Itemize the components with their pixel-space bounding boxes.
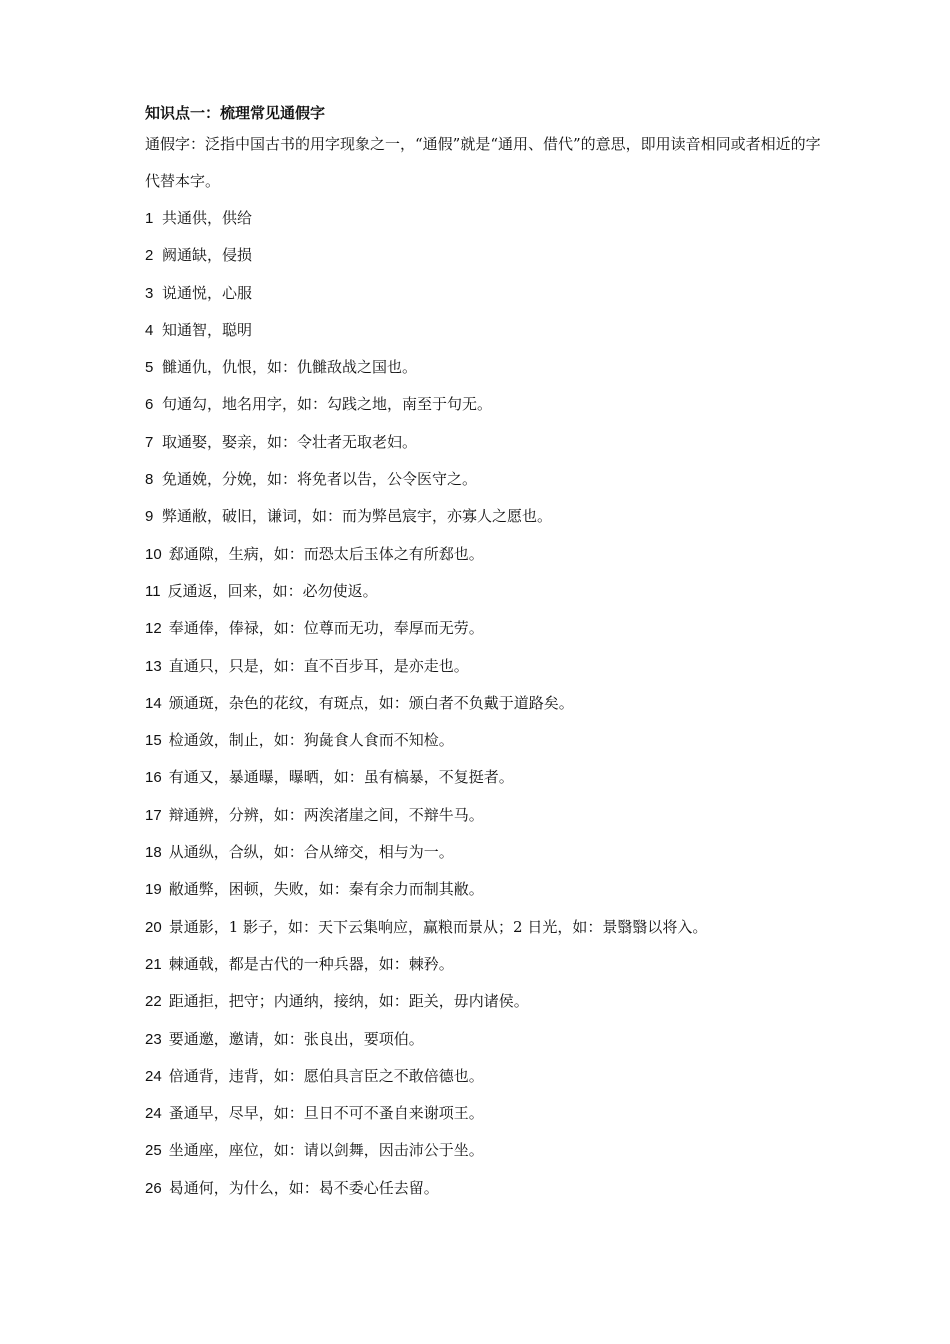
item-number: 5 — [145, 359, 154, 377]
list-item — [145, 461, 825, 498]
list-item — [145, 983, 825, 1020]
list-item — [145, 871, 825, 908]
list-item — [145, 834, 825, 871]
item-text: 颁通斑，杂色的花纹，有斑点，如：颁白者不负戴于道路矣。 — [168, 693, 574, 712]
item-number: 18 — [145, 844, 162, 862]
list-item — [145, 1058, 825, 1095]
item-text: 说通悦，心服 — [162, 283, 253, 302]
item-text: 坐通座，座位，如：请以剑舞，因击沛公于坐。 — [168, 1141, 484, 1160]
item-number: 25 — [145, 1142, 162, 1160]
item-number: 24 — [145, 1105, 162, 1123]
item-number: 1 — [145, 210, 154, 227]
item-number: 9 — [145, 508, 154, 526]
item-text: 共通供，供给 — [162, 209, 253, 227]
item-text: 要通邀，邀请，如：张良出，要项伯。 — [168, 1029, 424, 1048]
list-item — [145, 1095, 825, 1132]
item-text: 蚤通早，尽早，如：旦日不可不蚤自来谢项王。 — [168, 1104, 484, 1123]
item-number: 3 — [145, 284, 154, 302]
item-number: 14 — [145, 694, 162, 712]
list-item — [145, 536, 825, 573]
item-number: 2 — [145, 247, 154, 265]
list-item — [145, 424, 825, 461]
list-item — [145, 349, 825, 386]
item-number: 17 — [145, 806, 162, 824]
item-number: 22 — [145, 993, 162, 1011]
item-number: 19 — [145, 881, 162, 899]
item-text: 检通敛，制止，如：狗彘食人食而不知检。 — [168, 731, 454, 750]
list-item — [145, 386, 825, 423]
item-number: 26 — [145, 1179, 162, 1197]
item-text: 弊通敝，破旧，谦词，如：而为弊邑宸宇，亦寡人之愿也。 — [162, 507, 553, 526]
item-text: 距通拒，把守；内通纳，接纳，如：距关，毋内诸侯。 — [168, 992, 529, 1011]
item-number: 16 — [145, 769, 162, 787]
item-text: 从通纵，合纵，如：合从缔交，相与为一。 — [168, 843, 454, 862]
item-number: 10 — [145, 545, 162, 563]
list-item — [145, 759, 825, 796]
item-text: 知通智，聪明 — [162, 320, 253, 339]
tongjiazi-list — [145, 200, 825, 1207]
item-text: 有通又，暴通曝，曝晒，如：虽有槁暴，不复挺者。 — [168, 768, 514, 787]
item-number: 4 — [145, 321, 154, 339]
item-number: 20 — [145, 918, 162, 936]
list-item — [145, 573, 825, 610]
intro-paragraph: 通假字：泛指中国古书的用字现象之一，“通假”就是“通用、借代”的意思，即用读音相同或者相近的字代替本字。 — [145, 135, 821, 190]
item-text: 取通娶，娶亲，如：令壮者无取老妇。 — [162, 432, 418, 451]
item-text: 反通返，回来，如：必勿使返。 — [167, 581, 378, 600]
item-number: 15 — [145, 732, 162, 750]
item-text: 奉通俸，俸禄，如：位尊而无功，奉厚而无劳。 — [168, 619, 484, 638]
item-number: 23 — [145, 1030, 162, 1048]
item-text: 阙通缺，侵损 — [162, 246, 253, 265]
item-text: 倍通背，违背，如：愿伯具言臣之不敢倍德也。 — [168, 1066, 484, 1085]
item-number: 8 — [145, 471, 154, 489]
item-number: 11 — [145, 582, 161, 600]
item-number: 7 — [145, 433, 154, 451]
item-number: 24 — [145, 1067, 162, 1085]
item-number: 6 — [145, 396, 154, 414]
item-text: 免通娩，分娩，如：将免者以告，公令医守之。 — [162, 470, 478, 489]
item-number: 13 — [145, 657, 162, 675]
list-item — [145, 1021, 825, 1058]
document-content — [145, 100, 825, 1207]
list-item — [145, 797, 825, 834]
list-item — [145, 312, 825, 349]
item-number: 12 — [145, 620, 162, 638]
list-item — [145, 237, 825, 274]
list-item — [145, 610, 825, 647]
list-item — [145, 648, 825, 685]
section-title: 知识点一：梳理常见通假字 — [145, 104, 326, 122]
list-item — [145, 909, 825, 946]
list-item — [145, 685, 825, 722]
item-text: 棘通戟，都是古代的一种兵器，如：棘矜。 — [168, 954, 454, 973]
list-item — [145, 498, 825, 535]
list-item — [145, 946, 825, 983]
item-number: 21 — [145, 955, 162, 973]
item-text: 曷通何，为什么，如：曷不委心任去留。 — [168, 1178, 439, 1197]
list-item — [145, 1170, 825, 1207]
item-text: 句通勾，地名用字，如：勾践之地，南至于句无。 — [162, 395, 493, 414]
item-text: 雠通仇，仇恨，如：仇雠敌战之国也。 — [162, 358, 418, 377]
list-item — [145, 275, 825, 312]
list-item — [145, 200, 825, 237]
list-item — [145, 722, 825, 759]
item-text: 郄通隙，生病，如：而恐太后玉体之有所郄也。 — [168, 544, 484, 563]
item-text: 敝通弊，困顿，失败，如：秦有余力而制其敝。 — [168, 880, 484, 899]
item-text: 辩通辨，分辨，如：两涘渚崖之间，不辩牛马。 — [168, 805, 484, 824]
list-item — [145, 1132, 825, 1169]
item-text: 景通影，1 影子，如：天下云集响应，赢粮而景从；2 日光，如：景翳翳以将入。 — [168, 917, 708, 936]
item-text: 直通只，只是，如：直不百步耳，是亦走也。 — [168, 656, 469, 675]
